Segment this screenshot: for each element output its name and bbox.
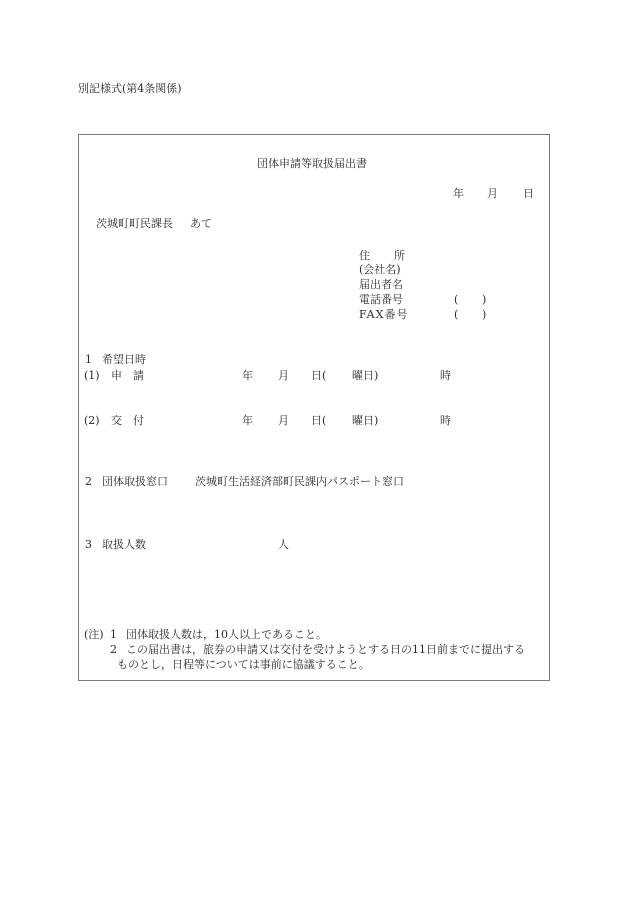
row1-weekday: 曜日) bbox=[352, 369, 379, 382]
row1-label-2: 請 bbox=[133, 369, 144, 382]
note2-number: 2 bbox=[110, 643, 117, 656]
row2-year: 年 bbox=[242, 414, 253, 427]
addressee-name: 茨城町町民課長 bbox=[96, 217, 173, 230]
form-title: 団体申請等取扱届出書 bbox=[257, 157, 367, 170]
row1-year: 年 bbox=[242, 369, 253, 382]
section2-number: 2 bbox=[85, 475, 92, 488]
row1-month: 月 bbox=[278, 369, 289, 382]
row1-label-1: 申 bbox=[111, 369, 122, 382]
row2-day: 日( bbox=[311, 414, 327, 427]
section3-heading: 取扱人数 bbox=[102, 538, 146, 551]
notes-prefix: (注) bbox=[84, 628, 104, 641]
section1-number: 1 bbox=[85, 353, 92, 366]
row1-day: 日( bbox=[311, 369, 327, 382]
date-day-label: 日 bbox=[523, 187, 534, 200]
phone-paren-open: ( bbox=[454, 293, 459, 306]
section1-heading: 希望日時 bbox=[102, 353, 146, 366]
date-year-label: 年 bbox=[453, 187, 464, 200]
section3-number: 3 bbox=[85, 538, 92, 551]
address-label-2: 所 bbox=[394, 249, 405, 262]
row2-weekday: 曜日) bbox=[352, 414, 379, 427]
addressee-honorific: あて bbox=[190, 217, 212, 230]
applicant-name-label: 届出者名 bbox=[359, 278, 403, 291]
row2-month: 月 bbox=[278, 414, 289, 427]
section2-heading: 団体取扱窓口 bbox=[102, 475, 168, 488]
fax-paren-close: ) bbox=[482, 308, 487, 321]
row2-number: (2) bbox=[84, 414, 100, 427]
fax-paren-open: ( bbox=[454, 308, 459, 321]
section2-value: 茨城町生活経済部町民課内パスポート窓口 bbox=[195, 475, 404, 488]
row2-label-2: 付 bbox=[133, 414, 144, 427]
note1-text: 団体取扱人数は，10人以上であること。 bbox=[126, 628, 327, 641]
phone-label: 電話番号 bbox=[359, 293, 403, 306]
row1-number: (1) bbox=[84, 369, 100, 382]
section3-unit: 人 bbox=[278, 538, 289, 551]
address-label-1: 住 bbox=[359, 249, 370, 262]
note2-text-line1: この届出書は，旅券の申請又は交付を受けようとする日の11日前までに提出する bbox=[126, 643, 525, 656]
form-reference: 別記様式(第4条関係) bbox=[78, 82, 182, 95]
fax-label: FAX番号 bbox=[359, 308, 409, 321]
row2-hour: 時 bbox=[440, 414, 451, 427]
company-label: (会社名) bbox=[359, 263, 401, 276]
note2-text-line2: ものとし，日程等については事前に協議すること。 bbox=[117, 658, 370, 671]
note1-number: 1 bbox=[110, 628, 117, 641]
phone-paren-close: ) bbox=[482, 293, 487, 306]
row2-label-1: 交 bbox=[111, 414, 122, 427]
row1-hour: 時 bbox=[440, 369, 451, 382]
date-month-label: 月 bbox=[487, 187, 498, 200]
